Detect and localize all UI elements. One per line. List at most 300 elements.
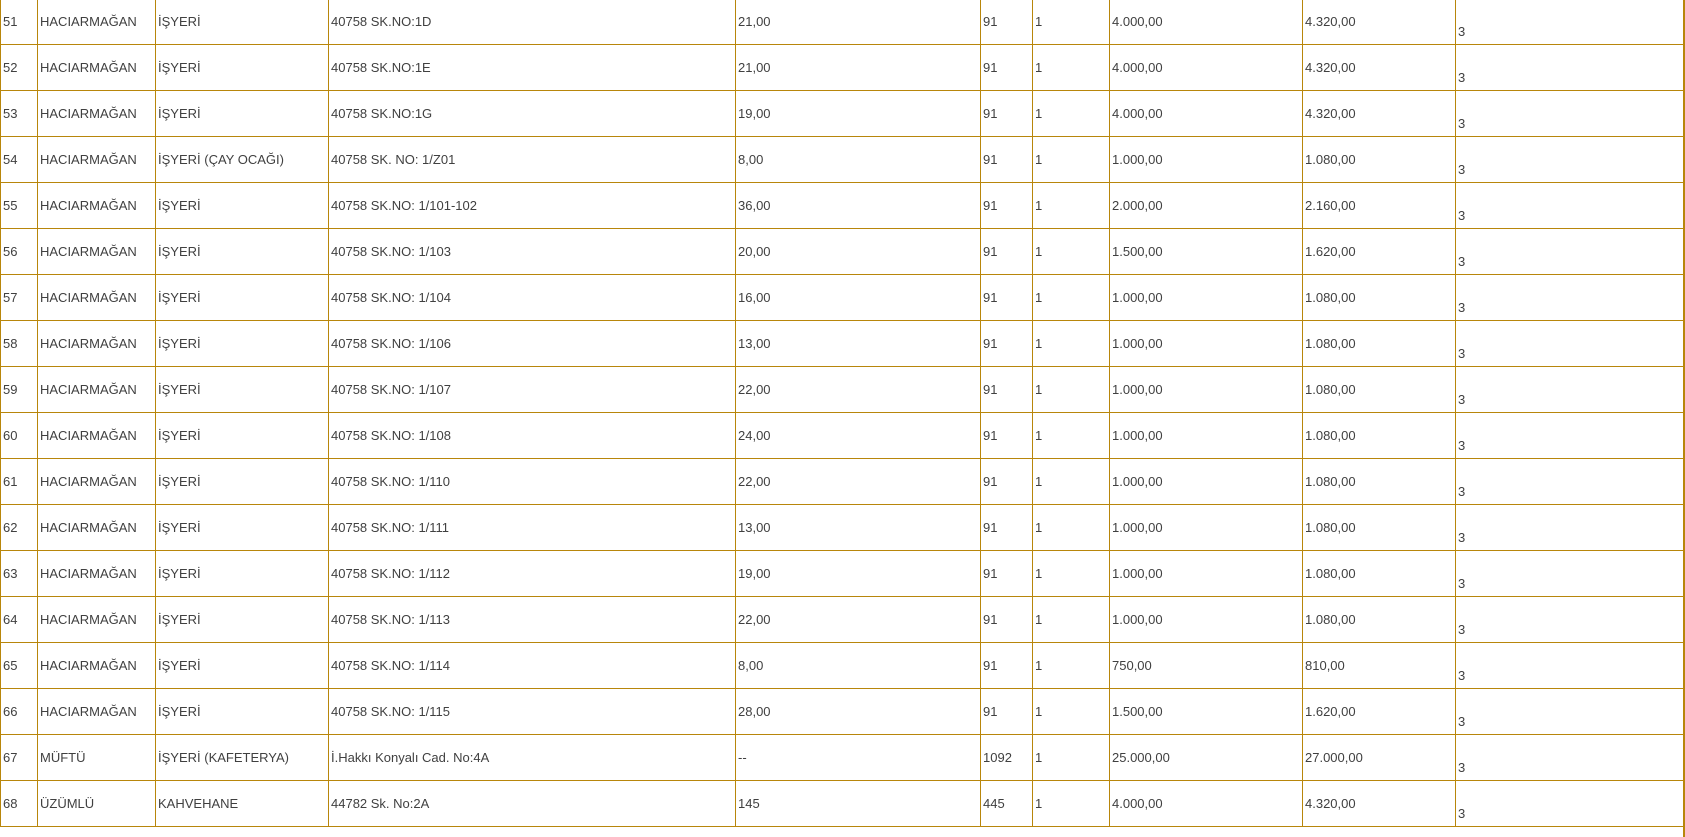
block-no-cell: [981, 91, 1033, 137]
area-cell: [736, 275, 981, 321]
rent-with-tax-text: 1.620,00: [1305, 244, 1356, 259]
rent-amount-text: 4.000,00: [1112, 796, 1163, 811]
term-text: 3: [1458, 162, 1466, 177]
address-text: 40758 SK.NO: 1/111: [331, 520, 450, 535]
address-cell: [329, 689, 736, 735]
rent-amount-cell: [1110, 413, 1303, 459]
parcel-no-text: 1: [1035, 382, 1043, 397]
parcel-no-text: 1: [1035, 198, 1043, 213]
term-cell: [1456, 183, 1684, 229]
area-cell: [736, 45, 981, 91]
area-cell: [736, 459, 981, 505]
term-cell: [1456, 781, 1684, 827]
address-cell: [329, 45, 736, 91]
rent-with-tax-text: 810,00: [1305, 658, 1345, 673]
area-cell: [736, 321, 981, 367]
rent-amount-cell: [1110, 229, 1303, 275]
property-type-cell: [156, 781, 329, 827]
property-type-text: İŞYERİ: [158, 244, 201, 259]
property-type-text: İŞYERİ: [158, 474, 201, 489]
rent-with-tax-cell: [1303, 689, 1456, 735]
parcel-no-text: 1: [1035, 152, 1043, 167]
term-cell: [1456, 229, 1684, 275]
block-no-cell: [981, 459, 1033, 505]
neighborhood-text: HACIARMAĞAN: [40, 106, 137, 121]
area-text: 21,00: [738, 14, 771, 29]
block-no-text: 91: [983, 290, 998, 305]
block-no-cell: [981, 505, 1033, 551]
parcel-no-text: 1: [1035, 244, 1043, 259]
neighborhood-cell: [38, 275, 156, 321]
address-cell: [329, 275, 736, 321]
parcel-no-cell: [1033, 137, 1110, 183]
row-number-text: 62: [3, 520, 18, 535]
rent-amount-text: 1.500,00: [1112, 244, 1163, 259]
area-cell: [736, 91, 981, 137]
address-text: 40758 SK.NO: 1/108: [331, 428, 451, 443]
address-text: 40758 SK.NO: 1/112: [331, 566, 451, 581]
block-no-text: 91: [983, 152, 998, 167]
row-number-cell: [1, 689, 38, 735]
row-number-text: 60: [3, 428, 18, 443]
parcel-no-text: 1: [1035, 60, 1043, 75]
rent-with-tax-cell: [1303, 551, 1456, 597]
neighborhood-cell: [38, 781, 156, 827]
rent-amount-text: 1.000,00: [1112, 336, 1163, 351]
rent-with-tax-text: 27.000,00: [1305, 750, 1363, 765]
area-text: 21,00: [738, 60, 771, 75]
rent-amount-cell: [1110, 321, 1303, 367]
property-type-cell: [156, 91, 329, 137]
rent-amount-cell: [1110, 643, 1303, 689]
rent-with-tax-cell: [1303, 781, 1456, 827]
rent-amount-cell: [1110, 183, 1303, 229]
property-type-text: KAHVEHANE: [158, 796, 239, 811]
term-text: 3: [1458, 622, 1466, 637]
neighborhood-text: HACIARMAĞAN: [40, 244, 137, 259]
property-type-text: İŞYERİ: [158, 336, 201, 351]
area-text: 16,00: [738, 290, 771, 305]
row-number-cell: [1, 229, 38, 275]
row-number-text: 56: [3, 244, 18, 259]
parcel-no-text: 1: [1035, 290, 1043, 305]
property-type-cell: [156, 459, 329, 505]
area-text: 22,00: [738, 382, 771, 397]
property-type-text: İŞYERİ: [158, 60, 201, 75]
address-text: 40758 SK.NO:1G: [331, 106, 433, 121]
parcel-no-cell: [1033, 91, 1110, 137]
property-type-text: İŞYERİ: [158, 520, 201, 535]
neighborhood-text: HACIARMAĞAN: [40, 612, 137, 627]
rent-amount-cell: [1110, 597, 1303, 643]
parcel-no-text: 1: [1035, 658, 1043, 673]
block-no-cell: [981, 275, 1033, 321]
parcel-no-cell: [1033, 597, 1110, 643]
rent-with-tax-cell: [1303, 459, 1456, 505]
row-number-cell: [1, 781, 38, 827]
term-text: 3: [1458, 576, 1466, 591]
rent-amount-text: 1.000,00: [1112, 612, 1163, 627]
row-number-cell: [1, 321, 38, 367]
row-number-text: 65: [3, 658, 18, 673]
parcel-no-cell: [1033, 643, 1110, 689]
property-type-text: İŞYERİ: [158, 198, 201, 213]
parcel-no-text: 1: [1035, 474, 1043, 489]
neighborhood-cell: [38, 367, 156, 413]
area-cell: [736, 367, 981, 413]
property-type-cell: [156, 229, 329, 275]
address-text: 40758 SK.NO: 1/115: [331, 704, 451, 719]
address-cell: [329, 735, 736, 781]
block-no-cell: [981, 321, 1033, 367]
term-cell: [1456, 321, 1684, 367]
block-no-cell: [981, 0, 1033, 45]
neighborhood-cell: [38, 689, 156, 735]
address-text: 40758 SK.NO: 1/103: [331, 244, 451, 259]
parcel-no-cell: [1033, 459, 1110, 505]
neighborhood-text: HACIARMAĞAN: [40, 152, 137, 167]
table-row: [1, 735, 1684, 781]
address-cell: [329, 229, 736, 275]
term-cell: [1456, 735, 1684, 781]
parcel-no-text: 1: [1035, 796, 1043, 811]
property-type-text: İŞYERİ: [158, 612, 201, 627]
rent-amount-text: 1.000,00: [1112, 428, 1163, 443]
rent-amount-cell: [1110, 459, 1303, 505]
property-type-cell: [156, 735, 329, 781]
area-text: 28,00: [738, 704, 771, 719]
row-number-text: 51: [3, 14, 18, 29]
table-row: [1, 229, 1684, 275]
address-text: 40758 SK. NO: 1/Z01: [331, 152, 456, 167]
row-number-text: 67: [3, 750, 18, 765]
table-row: [1, 275, 1684, 321]
row-number-text: 63: [3, 566, 18, 581]
rent-with-tax-text: 1.080,00: [1305, 152, 1356, 167]
property-type-cell: [156, 689, 329, 735]
block-no-text: 91: [983, 336, 998, 351]
area-text: 22,00: [738, 612, 771, 627]
neighborhood-text: MÜFTÜ: [40, 750, 86, 765]
table-row: [1, 137, 1684, 183]
row-number-cell: [1, 413, 38, 459]
term-cell: [1456, 45, 1684, 91]
rent-with-tax-text: 1.080,00: [1305, 382, 1356, 397]
neighborhood-cell: [38, 229, 156, 275]
property-type-text: İŞYERİ: [158, 566, 201, 581]
neighborhood-text: HACIARMAĞAN: [40, 60, 137, 75]
term-text: 3: [1458, 24, 1466, 39]
table-row: [1, 91, 1684, 137]
row-number-cell: [1, 551, 38, 597]
neighborhood-cell: [38, 137, 156, 183]
term-text: 3: [1458, 254, 1466, 269]
area-cell: [736, 643, 981, 689]
term-cell: [1456, 505, 1684, 551]
area-cell: [736, 229, 981, 275]
area-cell: [736, 597, 981, 643]
rent-amount-cell: [1110, 91, 1303, 137]
term-text: 3: [1458, 392, 1466, 407]
area-cell: [736, 183, 981, 229]
parcel-no-text: 1: [1035, 704, 1043, 719]
rent-with-tax-cell: [1303, 367, 1456, 413]
rent-with-tax-cell: [1303, 597, 1456, 643]
parcel-no-text: 1: [1035, 520, 1043, 535]
row-number-cell: [1, 735, 38, 781]
row-number-cell: [1, 0, 38, 45]
address-cell: [329, 183, 736, 229]
address-text: 40758 SK.NO: 1/113: [331, 612, 451, 627]
block-no-cell: [981, 597, 1033, 643]
address-text: 40758 SK.NO: 1/110: [331, 474, 451, 489]
property-type-text: İŞYERİ (KAFETERYA): [158, 750, 289, 765]
table-row: [1, 367, 1684, 413]
row-number-text: 64: [3, 612, 18, 627]
neighborhood-cell: [38, 551, 156, 597]
parcel-no-cell: [1033, 275, 1110, 321]
rent-amount-text: 1.000,00: [1112, 290, 1163, 305]
rent-amount-text: 1.000,00: [1112, 566, 1163, 581]
neighborhood-text: HACIARMAĞAN: [40, 474, 137, 489]
rent-amount-cell: [1110, 735, 1303, 781]
property-type-cell: [156, 367, 329, 413]
term-cell: [1456, 367, 1684, 413]
area-text: 8,00: [738, 152, 764, 167]
area-text: 13,00: [738, 520, 771, 535]
block-no-text: 91: [983, 198, 998, 213]
area-cell: [736, 0, 981, 45]
table-row: [1, 689, 1684, 735]
rent-amount-text: 4.000,00: [1112, 60, 1163, 75]
rent-with-tax-cell: [1303, 183, 1456, 229]
term-text: 3: [1458, 346, 1466, 361]
address-cell: [329, 551, 736, 597]
area-cell: [736, 137, 981, 183]
neighborhood-text: HACIARMAĞAN: [40, 566, 137, 581]
rent-amount-text: 1.000,00: [1112, 474, 1163, 489]
row-number-cell: [1, 367, 38, 413]
address-text: 40758 SK.NO:1E: [331, 60, 431, 75]
table-row: [1, 643, 1684, 689]
block-no-cell: [981, 367, 1033, 413]
rent-amount-text: 1.000,00: [1112, 382, 1163, 397]
parcel-no-cell: [1033, 0, 1110, 45]
rent-with-tax-text: 1.080,00: [1305, 474, 1356, 489]
property-type-cell: [156, 0, 329, 45]
table-row: [1, 551, 1684, 597]
area-text: 13,00: [738, 336, 771, 351]
table-row: [1, 781, 1684, 827]
rent-amount-cell: [1110, 689, 1303, 735]
neighborhood-text: HACIARMAĞAN: [40, 198, 137, 213]
block-no-cell: [981, 735, 1033, 781]
property-type-text: İŞYERİ: [158, 290, 201, 305]
address-cell: [329, 643, 736, 689]
parcel-no-text: 1: [1035, 428, 1043, 443]
neighborhood-cell: [38, 321, 156, 367]
row-number-text: 54: [3, 152, 18, 167]
row-number-cell: [1, 137, 38, 183]
rent-with-tax-text: 1.080,00: [1305, 566, 1356, 581]
property-type-cell: [156, 597, 329, 643]
rent-with-tax-text: 4.320,00: [1305, 60, 1356, 75]
address-cell: [329, 0, 736, 45]
term-text: 3: [1458, 484, 1466, 499]
neighborhood-cell: [38, 505, 156, 551]
block-no-text: 91: [983, 566, 998, 581]
neighborhood-cell: [38, 0, 156, 45]
parcel-no-cell: [1033, 689, 1110, 735]
parcel-no-cell: [1033, 781, 1110, 827]
rent-with-tax-cell: [1303, 0, 1456, 45]
area-cell: [736, 551, 981, 597]
neighborhood-text: HACIARMAĞAN: [40, 658, 137, 673]
term-cell: [1456, 137, 1684, 183]
rent-with-tax-text: 1.080,00: [1305, 290, 1356, 305]
property-type-cell: [156, 643, 329, 689]
property-type-text: İŞYERİ: [158, 704, 201, 719]
property-type-cell: [156, 551, 329, 597]
parcel-no-text: 1: [1035, 566, 1043, 581]
row-number-text: 59: [3, 382, 18, 397]
block-no-text: 91: [983, 704, 998, 719]
block-no-cell: [981, 137, 1033, 183]
term-text: 3: [1458, 806, 1466, 821]
neighborhood-cell: [38, 45, 156, 91]
address-cell: [329, 367, 736, 413]
rent-with-tax-cell: [1303, 91, 1456, 137]
area-cell: [736, 689, 981, 735]
rent-amount-cell: [1110, 275, 1303, 321]
area-text: 36,00: [738, 198, 771, 213]
rent-amount-cell: [1110, 137, 1303, 183]
area-text: 24,00: [738, 428, 771, 443]
rent-amount-text: 4.000,00: [1112, 106, 1163, 121]
address-cell: [329, 137, 736, 183]
row-number-text: 68: [3, 796, 18, 811]
rent-with-tax-text: 4.320,00: [1305, 14, 1356, 29]
rent-with-tax-cell: [1303, 45, 1456, 91]
address-cell: [329, 597, 736, 643]
block-no-text: 91: [983, 382, 998, 397]
neighborhood-text: HACIARMAĞAN: [40, 428, 137, 443]
area-cell: [736, 505, 981, 551]
block-no-cell: [981, 229, 1033, 275]
address-text: 44782 Sk. No:2A: [331, 796, 430, 811]
rent-amount-text: 2.000,00: [1112, 198, 1163, 213]
area-text: --: [738, 750, 747, 765]
neighborhood-text: HACIARMAĞAN: [40, 520, 137, 535]
term-text: 3: [1458, 668, 1466, 683]
table-row: [1, 45, 1684, 91]
property-type-cell: [156, 275, 329, 321]
parcel-no-text: 1: [1035, 106, 1043, 121]
property-type-text: İŞYERİ: [158, 428, 201, 443]
parcel-no-text: 1: [1035, 336, 1043, 351]
area-text: 22,00: [738, 474, 771, 489]
area-cell: [736, 781, 981, 827]
address-cell: [329, 781, 736, 827]
row-number-cell: [1, 597, 38, 643]
parcel-no-cell: [1033, 551, 1110, 597]
rent-amount-text: 4.000,00: [1112, 14, 1163, 29]
address-text: 40758 SK.NO: 1/114: [331, 658, 451, 673]
row-number-cell: [1, 459, 38, 505]
property-type-cell: [156, 321, 329, 367]
block-no-text: 91: [983, 658, 998, 673]
table-row: [1, 321, 1684, 367]
neighborhood-cell: [38, 413, 156, 459]
parcel-no-cell: [1033, 183, 1110, 229]
area-text: 19,00: [738, 566, 771, 581]
neighborhood-text: HACIARMAĞAN: [40, 14, 137, 29]
row-number-text: 61: [3, 474, 18, 489]
block-no-cell: [981, 781, 1033, 827]
area-cell: [736, 413, 981, 459]
neighborhood-cell: [38, 91, 156, 137]
rent-with-tax-cell: [1303, 505, 1456, 551]
property-type-cell: [156, 137, 329, 183]
property-type-text: İŞYERİ: [158, 14, 201, 29]
row-number-cell: [1, 643, 38, 689]
term-text: 3: [1458, 116, 1466, 131]
area-text: 8,00: [738, 658, 764, 673]
property-type-text: İŞYERİ: [158, 658, 201, 673]
block-no-cell: [981, 413, 1033, 459]
rent-with-tax-text: 4.320,00: [1305, 796, 1356, 811]
row-number-text: 66: [3, 704, 18, 719]
block-no-text: 91: [983, 60, 998, 75]
table-row: [1, 183, 1684, 229]
rent-with-tax-cell: [1303, 321, 1456, 367]
rent-with-tax-text: 2.160,00: [1305, 198, 1356, 213]
neighborhood-text: HACIARMAĞAN: [40, 290, 137, 305]
rent-amount-text: 1.000,00: [1112, 520, 1163, 535]
parcel-no-cell: [1033, 505, 1110, 551]
rent-amount-cell: [1110, 45, 1303, 91]
block-no-text: 1092: [983, 750, 1012, 765]
area-text: 20,00: [738, 244, 771, 259]
rent-with-tax-text: 1.080,00: [1305, 520, 1356, 535]
property-type-text: İŞYERİ: [158, 382, 201, 397]
block-no-text: 91: [983, 14, 998, 29]
neighborhood-text: HACIARMAĞAN: [40, 704, 137, 719]
neighborhood-text: ÜZÜMLÜ: [40, 796, 95, 811]
row-number-text: 53: [3, 106, 18, 121]
property-type-cell: [156, 413, 329, 459]
parcel-no-cell: [1033, 367, 1110, 413]
block-no-cell: [981, 45, 1033, 91]
rent-with-tax-text: 1.080,00: [1305, 612, 1356, 627]
row-number-cell: [1, 505, 38, 551]
row-number-text: 57: [3, 290, 18, 305]
row-number-cell: [1, 275, 38, 321]
neighborhood-cell: [38, 643, 156, 689]
table-row: [1, 459, 1684, 505]
rent-amount-text: 25.000,00: [1112, 750, 1170, 765]
term-cell: [1456, 551, 1684, 597]
parcel-no-text: 1: [1035, 14, 1043, 29]
term-cell: [1456, 597, 1684, 643]
term-text: 3: [1458, 300, 1466, 315]
area-text: 145: [738, 796, 760, 811]
rent-amount-cell: [1110, 367, 1303, 413]
block-no-text: 91: [983, 612, 998, 627]
rent-with-tax-text: 1.620,00: [1305, 704, 1356, 719]
address-text: İ.Hakkı Konyalı Cad. No:4A: [331, 750, 490, 765]
block-no-text: 445: [983, 796, 1005, 811]
